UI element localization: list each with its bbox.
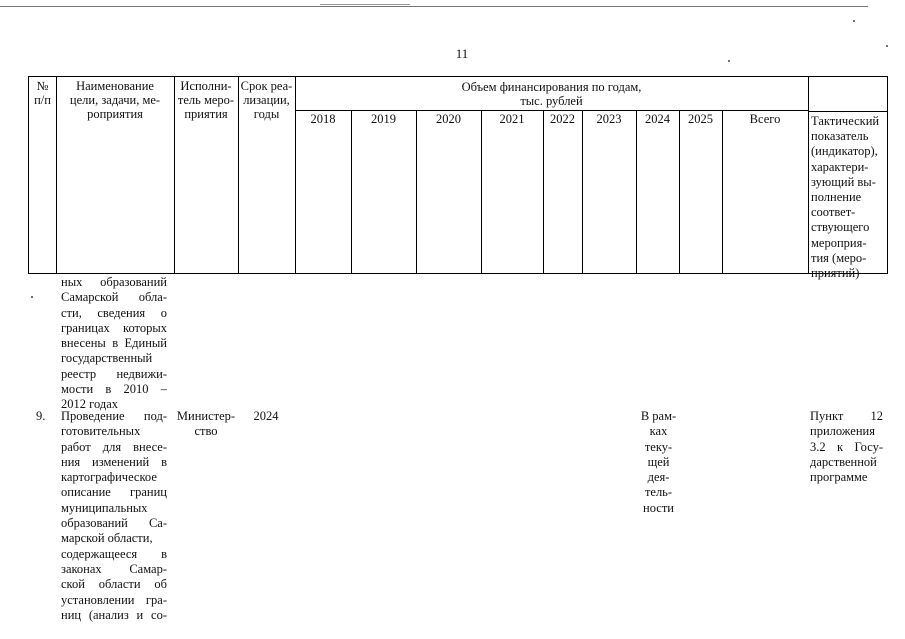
year-total: Всего (749, 112, 781, 126)
text-line: картографическое (61, 470, 157, 485)
year-2022: 2022 (550, 112, 575, 126)
col-divider (722, 110, 723, 273)
header-text: Исполни- (180, 79, 232, 93)
header-text: зующий вы- (811, 174, 876, 189)
text-line: сти, сведения о (61, 305, 167, 320)
item-9-executor (173, 409, 239, 440)
item-9-indicator (810, 409, 883, 485)
col-divider (543, 110, 544, 273)
header-text: Тактический (811, 114, 880, 128)
header-text: п/п (34, 93, 51, 107)
header-text: (индикатор), (811, 144, 878, 159)
col-divider (416, 110, 417, 273)
header-text: характери- (811, 159, 869, 174)
header-text: № (36, 79, 49, 93)
header-name (56, 79, 174, 121)
text-line: ниц (анализ и со- (61, 607, 167, 622)
header-text: тия (меро- (811, 250, 867, 265)
text-line: дарственной (810, 454, 877, 469)
header-text: лизации, (243, 93, 290, 107)
item-9-term: 2024 (253, 409, 279, 423)
page-number: 11 (455, 46, 469, 61)
header-text: роприятия (87, 107, 143, 121)
header-indicator (811, 114, 889, 281)
text-line: установлении гра- (61, 592, 167, 607)
col-divider (679, 110, 680, 273)
header-text: тель меро- (177, 93, 235, 107)
item-9-finance-note (636, 409, 681, 516)
year-2021: 2021 (499, 112, 525, 126)
text-line: государственный (61, 351, 153, 366)
text-line: ской области об (61, 577, 167, 592)
text-line: дея- (647, 470, 670, 485)
text-line: границах которых (61, 320, 167, 335)
text-line: 3.2 к Госу- (810, 439, 883, 454)
text-line: мости в 2010 – (61, 382, 167, 397)
year-2020: 2020 (436, 112, 461, 126)
text-line: готовительных (61, 424, 141, 439)
col-divider (582, 110, 583, 273)
item-9-name (61, 409, 167, 623)
text-line: тель- (644, 485, 673, 500)
text-line: ния изменений в (61, 454, 167, 469)
page-top-rule (0, 6, 868, 7)
header-text: приятия (184, 107, 228, 121)
text-line: работ для внесе- (61, 439, 167, 454)
year-2023: 2023 (596, 112, 622, 126)
year-2019: 2019 (371, 112, 396, 126)
text-line: ство (194, 424, 218, 439)
year-2018: 2018 (310, 112, 336, 126)
page-top-rule-fragment (320, 4, 410, 5)
header-text: ствующего (811, 220, 870, 235)
text-line: внесены в Единый (61, 336, 167, 351)
text-line: Самарской обла- (61, 290, 167, 305)
year-2025: 2025 (688, 112, 713, 126)
text-line: ности (643, 500, 674, 515)
text-line: Проведение под- (61, 409, 167, 423)
text-line: описание границ (61, 485, 167, 500)
header-text: показатель (811, 129, 869, 144)
header-executor (174, 79, 238, 121)
year-columns (295, 110, 808, 273)
header-text: приятий) (811, 266, 860, 281)
scan-speck (886, 45, 888, 47)
header-no (29, 79, 56, 107)
text-line: программе (810, 470, 868, 485)
text-line: ках (649, 424, 668, 439)
header-text: Объем финансирования по годам, (461, 80, 642, 94)
year-2024: 2024 (645, 112, 670, 126)
scan-speck (31, 296, 33, 298)
col-divider (351, 110, 352, 273)
header-text: Наименование (76, 79, 154, 93)
col-divider (481, 110, 482, 273)
scan-speck (853, 20, 855, 22)
col-divider (808, 77, 809, 273)
text-line: реестр недвижи- (61, 366, 167, 381)
continued-row-name (61, 275, 167, 413)
row-divider (808, 111, 888, 112)
text-line: В рам- (640, 409, 677, 423)
text-line: приложения (810, 424, 875, 439)
text-line: ных образований (61, 275, 167, 289)
header-term (238, 79, 295, 121)
header-text: тыс. рублей (520, 94, 583, 108)
text-line: образований Са- (61, 516, 167, 531)
text-line: Министер- (176, 409, 236, 423)
text-line: Пункт 12 (810, 409, 883, 423)
header-text: полнение (811, 190, 862, 205)
text-line: теку- (644, 439, 673, 454)
text-line: содержащееся в (61, 546, 167, 561)
header-text: цели, задачи, ме- (69, 93, 161, 107)
header-text: Срок реа- (240, 79, 293, 93)
item-9-number: 9. (36, 409, 46, 423)
header-text: мероприя- (811, 235, 867, 250)
header-finance (295, 80, 808, 108)
col-divider (636, 110, 637, 273)
text-line: законах Самар- (61, 561, 167, 576)
header-text: соответ- (811, 205, 856, 220)
table-header (28, 76, 888, 281)
scan-speck (728, 60, 730, 62)
header-text: годы (253, 107, 280, 121)
text-line: марской области, (61, 531, 153, 546)
text-line: 2012 годах (61, 397, 118, 412)
text-line: муниципальных (61, 500, 148, 515)
text-line: щей (647, 454, 670, 469)
